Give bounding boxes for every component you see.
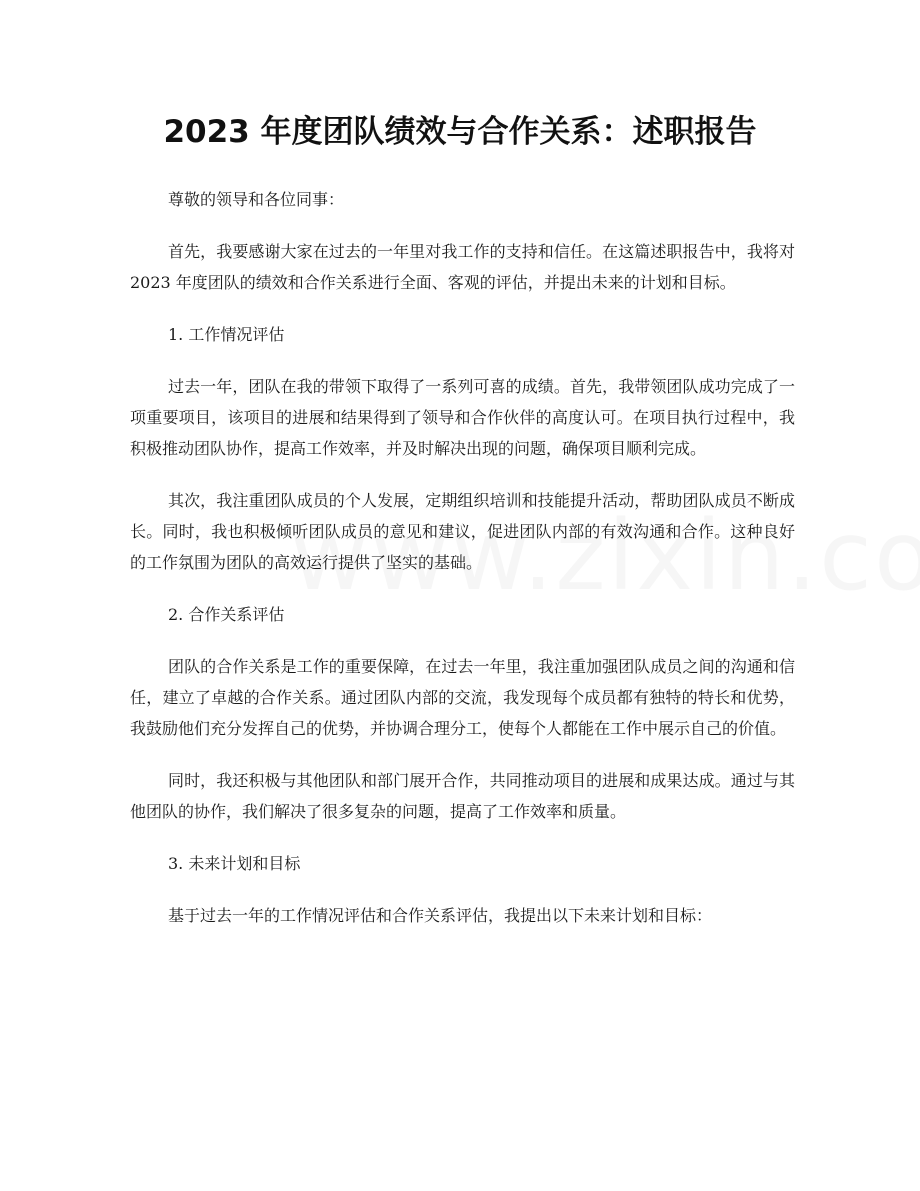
future-plans-paragraph: 基于过去一年的工作情况评估和合作关系评估，我提出以下未来计划和目标： — [168, 906, 713, 925]
section-heading-future-plans: 3. 未来计划和目标 — [168, 854, 301, 873]
section-heading-work-evaluation: 1. 工作情况评估 — [168, 325, 285, 344]
intro-paragraph: 首先，我要感谢大家在过去的一年里对我工作的支持和信任。在这篇述职报告中，我将对 2023 年度团队的绩效和合作关系进行全面、客观的评估，并提出未来的计划和目标。 — [130, 242, 795, 292]
salutation: 尊敬的领导和各位同事： — [168, 190, 345, 209]
document-title: 2023 年度团队绩效与合作关系：述职报告 — [163, 114, 757, 150]
work-evaluation-paragraph-1: 过去一年，团队在我的带领下取得了一系列可喜的成绩。首先，我带领团队成功完成了一项重要项目，该项目的进展和结果得到了领导和合作伙伴的高度认可。在项目执行过程中，我积极推动团队协作，提高工作效率，并及时解决出现的问题，确保项目顺利完成。 — [130, 377, 795, 458]
cooperation-paragraph-1: 团队的合作关系是工作的重要保障，在过去一年里，我注重加强团队成员之间的沟通和信任，建立了卓越的合作关系。通过团队内部的交流，我发现每个成员都有独特的特长和优势，我鼓励他们充分发挥自己的优势，并协调合理分工，使每个人都能在工作中展示自己的价值。 — [130, 657, 795, 738]
work-evaluation-paragraph-2: 其次，我注重团队成员的个人发展，定期组织培训和技能提升活动，帮助团队成员不断成长。同时，我也积极倾听团队成员的意见和建议，促进团队内部的有效沟通和合作。这种良好的工作氛围为团队的高效运行提供了坚实的基础。 — [130, 491, 795, 572]
section-heading-cooperation-evaluation: 2. 合作关系评估 — [168, 605, 285, 624]
document-body — [130, 184, 795, 952]
cooperation-paragraph-2: 同时，我还积极与其他团队和部门展开合作，共同推动项目的进展和成果达成。通过与其他团队的协作，我们解决了很多复杂的问题，提高了工作效率和质量。 — [130, 771, 795, 821]
